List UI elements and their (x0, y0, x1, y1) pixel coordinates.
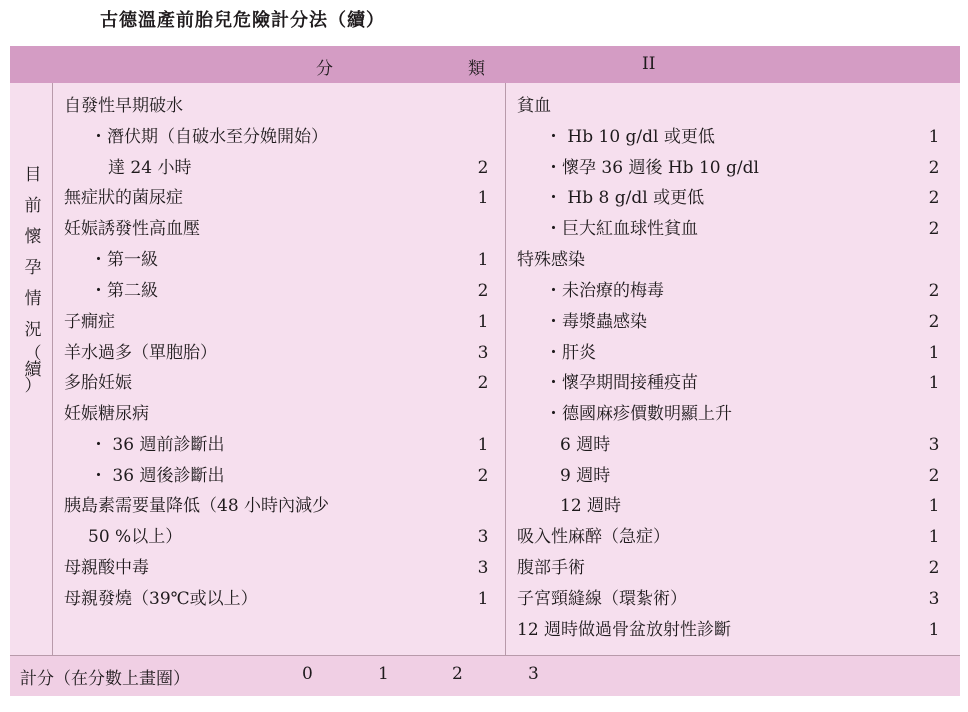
right-item-row: 12 週時做過骨盆放射性診斷 (517, 620, 732, 640)
left-item-row: ・第一級 (90, 250, 158, 270)
right-item-score: 1 (928, 496, 940, 516)
score-option-1[interactable]: 1 (378, 664, 389, 684)
right-item-score: 2 (928, 312, 940, 332)
left-item-row: ・潛伏期（自破水至分娩開始） (90, 127, 328, 147)
left-item-row: 50 %以上） (88, 527, 183, 547)
left-item-score: 3 (477, 527, 489, 547)
left-item-score: 2 (477, 158, 489, 178)
side-label-char: 目 (24, 165, 42, 185)
header-category-char-2: 類 (468, 59, 485, 79)
left-item-score: 1 (477, 250, 489, 270)
left-item-row: 多胎妊娠 (64, 373, 132, 393)
right-item-score: 2 (928, 188, 940, 208)
side-label-char: 懷 (24, 227, 42, 247)
right-item-row: ・ Hb 8 g/dl 或更低 (545, 188, 705, 208)
right-item-score: 2 (928, 558, 940, 578)
right-item-row: 12 週時 (560, 496, 622, 516)
left-item-score: 3 (477, 558, 489, 578)
right-item-row: ・肝炎 (545, 343, 596, 363)
right-item-score: 2 (928, 219, 940, 239)
right-item-score: 3 (928, 435, 940, 455)
left-item-row: 母親酸中毒 (64, 558, 149, 578)
left-item-score: 2 (477, 281, 489, 301)
right-item-score: 1 (928, 343, 940, 363)
header-section-number: II (642, 54, 656, 74)
side-label-char: 情 (24, 289, 42, 309)
right-item-score: 1 (928, 527, 940, 547)
left-item-row: 無症狀的菌尿症 (64, 188, 183, 208)
left-item-row: ・ 36 週後診斷出 (90, 466, 225, 486)
side-label-char: ） (24, 376, 42, 396)
right-item-row: ・巨大紅血球性貧血 (545, 219, 698, 239)
page-title: 古德溫產前胎兒危險計分法（續） (100, 10, 385, 31)
right-item-row: 9 週時 (560, 466, 611, 486)
right-item-row: ・懷孕期間接種疫苗 (545, 373, 698, 393)
score-option-0[interactable]: 0 (302, 664, 313, 684)
right-item-row: ・德國麻疹價數明顯上升 (545, 404, 732, 424)
left-item-row: 羊水過多（單胞胎） (64, 343, 217, 363)
right-item-row: ・未治療的梅毒 (545, 281, 664, 301)
left-item-row: ・ 36 週前診斷出 (90, 435, 225, 455)
side-label-char: 續 (24, 360, 42, 380)
score-footer (10, 655, 960, 696)
left-item-row: 達 24 小時 (108, 158, 192, 178)
right-item-row: ・懷孕 36 週後 Hb 10 g/dl (545, 158, 759, 178)
score-option-3[interactable]: 3 (528, 664, 539, 684)
right-item-score: 3 (928, 589, 940, 609)
left-item-score: 1 (477, 589, 489, 609)
right-item-row: 吸入性麻醉（急症） (517, 527, 670, 547)
right-item-row: 貧血 (517, 96, 551, 116)
left-item-row: 子癇症 (64, 312, 115, 332)
left-item-score: 3 (477, 343, 489, 363)
header-category-char-1: 分 (316, 59, 333, 79)
right-item-row: ・毒漿蟲感染 (545, 312, 647, 332)
column-divider (505, 83, 506, 655)
left-item-row: 妊娠誘發性高血壓 (64, 219, 200, 239)
side-label (23, 160, 43, 394)
right-item-row: 腹部手術 (517, 558, 585, 578)
right-item-score: 2 (928, 466, 940, 486)
right-item-score: 2 (928, 281, 940, 301)
right-item-score: 1 (928, 373, 940, 393)
left-item-score: 2 (477, 466, 489, 486)
right-item-row: 特殊感染 (517, 250, 585, 270)
right-item-row: ・ Hb 10 g/dl 或更低 (545, 127, 715, 147)
score-option-2[interactable]: 2 (452, 664, 463, 684)
right-item-row: 子宮頸縫線（環紮術） (517, 589, 687, 609)
side-label-char: 況 (24, 320, 42, 340)
left-item-row: 胰島素需要量降低（48 小時內減少 (64, 496, 330, 516)
side-label-char: 前 (24, 196, 42, 216)
left-item-score: 1 (477, 188, 489, 208)
left-item-score: 2 (477, 373, 489, 393)
left-item-row: ・第二級 (90, 281, 158, 301)
right-item-score: 2 (928, 158, 940, 178)
score-label: 計分（在分數上畫圈） (20, 669, 190, 689)
left-item-row: 母親發燒（39℃或以上） (64, 589, 258, 609)
right-item-score: 1 (928, 620, 940, 640)
left-item-score: 1 (477, 312, 489, 332)
right-item-score: 1 (928, 127, 940, 147)
left-item-row: 自發性早期破水 (64, 96, 183, 116)
side-label-char: （ (24, 344, 42, 364)
left-item-score: 1 (477, 435, 489, 455)
side-label-char: 孕 (24, 258, 42, 278)
table-header (10, 46, 960, 83)
right-item-row: 6 週時 (560, 435, 611, 455)
left-item-row: 妊娠糖尿病 (64, 404, 149, 424)
